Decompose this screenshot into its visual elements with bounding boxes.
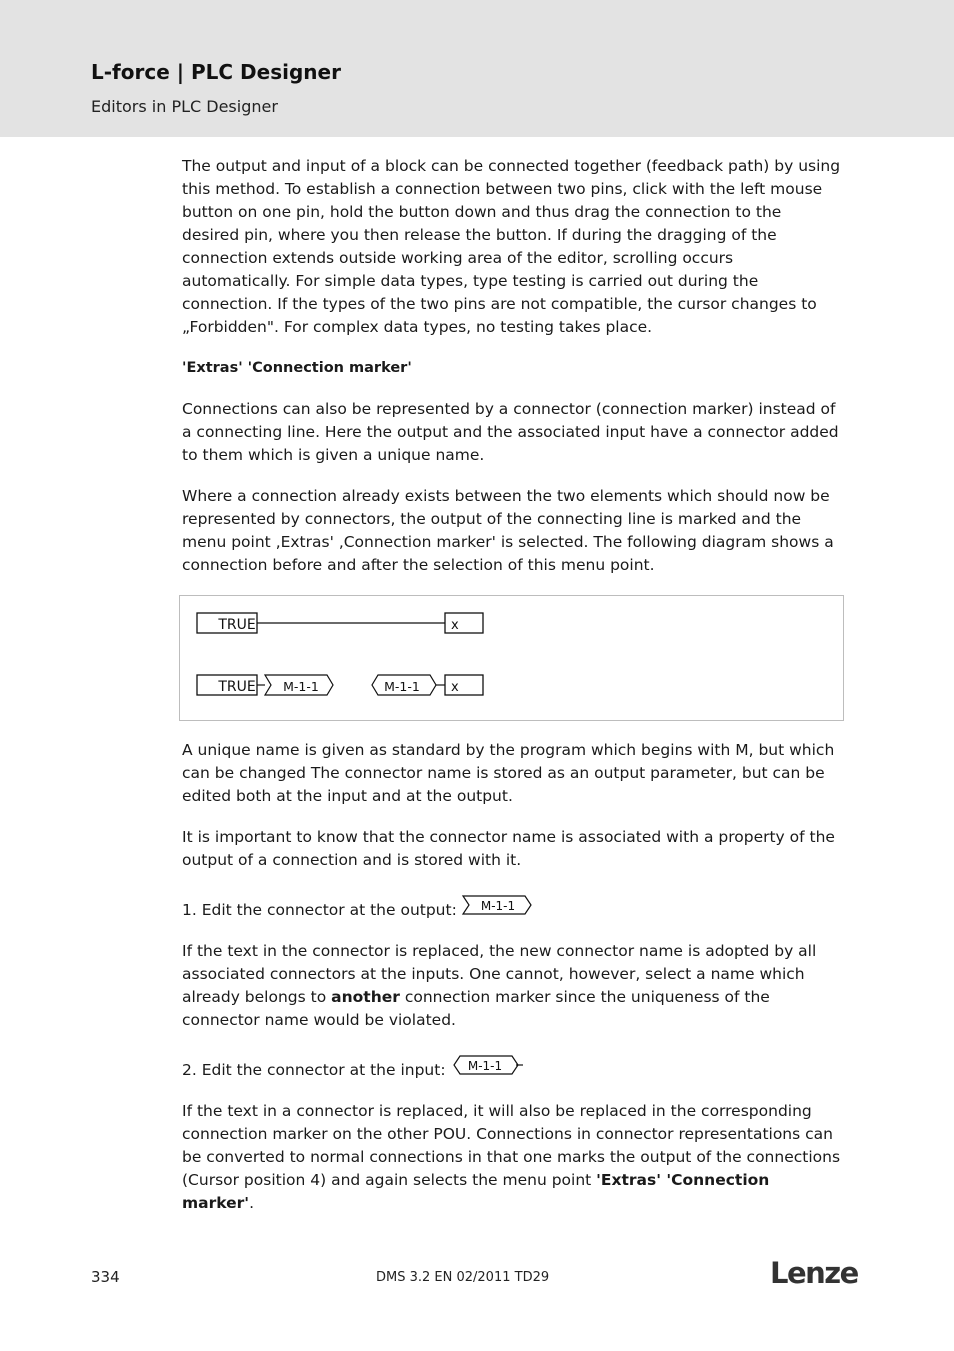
paragraph-feedback-path: The output and input of a block can be connected together (feedback path) by using this method. To establish a connection between two pins, click with the left mouse button on one pin, hold the button down and thus drag the connection to the desired pin, where you then release the button. If during the dragging of the connection extends outside working area of the editor, scrolling occurs automatically. For simple data types, type testing is carried out during the connection. If the types of the two pins are not compatible, the cursor changes to „Forbidden". For complex data types, no testing takes place.	[182, 157, 841, 336]
variable-label-2: x	[451, 680, 459, 695]
true-constant-label: TRUE	[218, 617, 256, 633]
output-connector-label: M-1-1	[283, 679, 319, 694]
output-connector-icon	[461, 894, 535, 916]
paragraph-replace-input-text-a: If the text in a connector is replaced, it will also be replaced in the corresponding connection marker on the other POU. Connections in connector representations can be converted to normal connections in that one marks the output of the connections (Cursor position 4) and again selects the menu point	[182, 1102, 841, 1189]
page-header	[0, 0, 954, 137]
step-edit-output	[182, 894, 842, 922]
true-constant-label-2: TRUE	[218, 679, 256, 695]
paragraph-replace-output-text-b: connection marker since the uniqueness of the connector name would be violated.	[182, 988, 770, 1029]
emphasis-menu-point: 'Extras' 'Connection marker'	[182, 1171, 770, 1212]
section-subtitle: Editors in PLC Designer	[91, 97, 278, 116]
emphasis-another: another	[331, 988, 400, 1006]
page-number: 334	[91, 1268, 120, 1286]
connection-diagram-svg	[180, 596, 843, 720]
paragraph-replace-input	[182, 1100, 842, 1215]
section-heading-connection-marker: 'Extras' 'Connection marker'	[182, 360, 412, 376]
lenze-logo: Lenze	[770, 1256, 858, 1290]
document-title: L-force | PLC Designer	[91, 60, 341, 84]
paragraph-replace-output-text-a: If the text in the connector is replaced, the new connector name is adopted by all associated connectors at the inputs. One cannot, however, select a name which already belongs to	[182, 942, 817, 1006]
input-connector-label: M-1-1	[384, 679, 420, 694]
main-content	[182, 155, 842, 1215]
input-connector-icon-label: M-1-1	[467, 1059, 502, 1073]
paragraph-connector-intro: Connections can also be represented by a connector (connection marker) instead of a connecting line. Here the output and the associated input have a connector added to them which is given a unique name.	[182, 400, 839, 464]
step-edit-output-label: 1. Edit the connector at the output:	[182, 901, 457, 919]
paragraph-connector-property: It is important to know that the connector name is associated with a property of the output of a connection and is stored with it.	[182, 828, 835, 869]
diagram-row-after	[197, 675, 483, 695]
step-edit-input	[182, 1054, 842, 1082]
connection-diagram	[179, 595, 844, 721]
paragraph-replace-output	[182, 940, 842, 1032]
step-edit-input-label: 2. Edit the connector at the input:	[182, 1061, 446, 1079]
paragraph-replace-input-text-b: .	[249, 1194, 254, 1212]
input-connector-icon	[450, 1054, 524, 1076]
document-reference: DMS 3.2 EN 02/2011 TD29	[376, 1270, 550, 1285]
variable-label: x	[451, 618, 459, 633]
diagram-row-before	[197, 613, 483, 633]
paragraph-unique-name: A unique name is given as standard by the program which begins with M, but which can be changed The connector name is stored as an output parameter, but can be edited both at the input and at the output.	[182, 741, 835, 805]
paragraph-existing-connection: Where a connection already exists between the two elements which should now be represented by connectors, the output of the connecting line is marked and the menu point ‚Extras' ‚Connection marker' is selected. The following diagram shows a connection before and after the selection of this menu point.	[182, 487, 834, 574]
output-connector-icon-label: M-1-1	[480, 899, 515, 913]
